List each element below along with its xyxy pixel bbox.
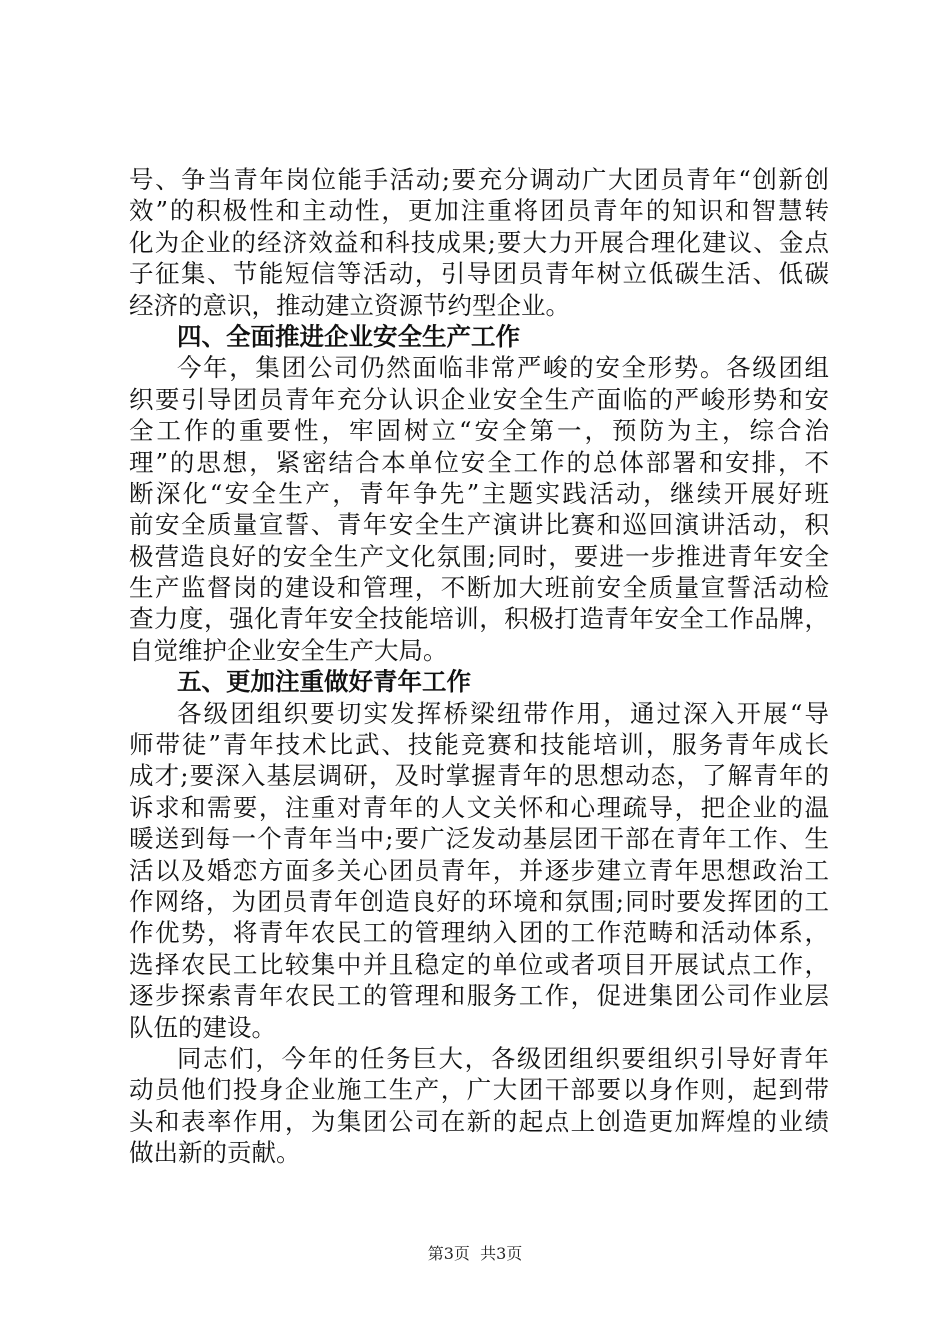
paragraph-line: 前安全质量宣誓、青年安全生产演讲比赛和巡回演讲活动，积 xyxy=(129,510,829,540)
paragraph-line: 自觉维护企业安全生产大局。 xyxy=(129,635,448,665)
paragraph-line: 生产监督岗的建设和管理，不断加大班前安全质量宣誓活动检 xyxy=(129,573,829,603)
paragraph-line: 同志们，今年的任务巨大，各级团组织要组织引导好青年 xyxy=(177,1043,829,1073)
paragraph-line: 子征集、节能短信等活动，引导团员青年树立低碳生活、低碳 xyxy=(129,259,829,289)
paragraph-line: 效”的积极性和主动性，更加注重将团员青年的知识和智慧转 xyxy=(129,196,829,226)
section-heading: 五、更加注重做好青年工作 xyxy=(177,667,471,697)
document-body xyxy=(129,164,829,1169)
paragraph-line: 逐步探索青年农民工的管理和服务工作，促进集团公司作业层 xyxy=(129,981,829,1011)
paragraph-line: 作网络，为团员青年创造良好的环境和氛围;同时要发挥团的工 xyxy=(129,886,829,916)
section-heading: 四、全面推进企业安全生产工作 xyxy=(177,321,520,351)
paragraph-line: 断深化“安全生产，青年争先”主题实践活动，继续开展好班 xyxy=(129,478,829,508)
paragraph-line: 号、争当青年岗位能手活动;要充分调动广大团员青年“创新创 xyxy=(129,165,829,194)
page-footer xyxy=(0,1241,950,1264)
paragraph-line: 师带徒”青年技术比武、技能竞赛和技能培训，服务青年成长 xyxy=(129,730,829,760)
paragraph-line: 活以及婚恋方面多关心团员青年，并逐步建立青年思想政治工 xyxy=(129,855,829,885)
paragraph-line: 头和表率作用，为集团公司在新的起点上创造更加辉煌的业绩 xyxy=(129,1106,829,1136)
paragraph-line: 全工作的重要性，牢固树立“安全第一，预防为主，综合治 xyxy=(129,416,829,446)
paragraph-line: 查力度，强化青年安全技能培训，积极打造青年安全工作品牌， xyxy=(129,604,829,634)
paragraph-line: 动员他们投身企业施工生产，广大团干部要以身作则，起到带 xyxy=(129,1075,829,1105)
paragraph-line: 今年，集团公司仍然面临非常严峻的安全形势。各级团组 xyxy=(177,353,829,383)
paragraph-line: 暖送到每一个青年当中;要广泛发动基层团干部在青年工作、生 xyxy=(129,824,829,854)
paragraph-line: 诉求和需要，注重对青年的人文关怀和心理疏导，把企业的温 xyxy=(129,792,829,822)
page-number-label: 第3页 共3页 xyxy=(427,1244,523,1263)
paragraph-line: 织要引导团员青年充分认识企业安全生产面临的严峻形势和安 xyxy=(129,384,829,414)
paragraph xyxy=(129,164,829,321)
paragraph-line: 作优势，将青年农民工的管理纳入团的工作范畴和活动体系， xyxy=(129,918,829,948)
paragraph-line: 选择农民工比较集中并且稳定的单位或者项目开展试点工作， xyxy=(129,949,829,979)
paragraph xyxy=(129,698,829,1043)
paragraph-line: 理”的思想，紧密结合本单位安全工作的总体部署和安排，不 xyxy=(129,447,829,477)
paragraph xyxy=(129,1043,829,1169)
paragraph-line: 极营造良好的安全生产文化氛围;同时，要进一步推进青年安全 xyxy=(129,541,829,571)
paragraph-line: 做出新的贡献。 xyxy=(129,1138,301,1168)
paragraph-line: 各级团组织要切实发挥桥梁纽带作用，通过深入开展“导 xyxy=(177,698,829,728)
paragraph xyxy=(129,352,829,666)
paragraph-line: 经济的意识，推动建立资源节约型企业。 xyxy=(129,290,570,320)
paragraph-line: 成才;要深入基层调研，及时掌握青年的思想动态，了解青年的 xyxy=(129,761,829,791)
paragraph-line: 队伍的建设。 xyxy=(129,1012,276,1042)
paragraph-line: 化为企业的经济效益和科技成果;要大力开展合理化建议、金点 xyxy=(129,227,829,257)
